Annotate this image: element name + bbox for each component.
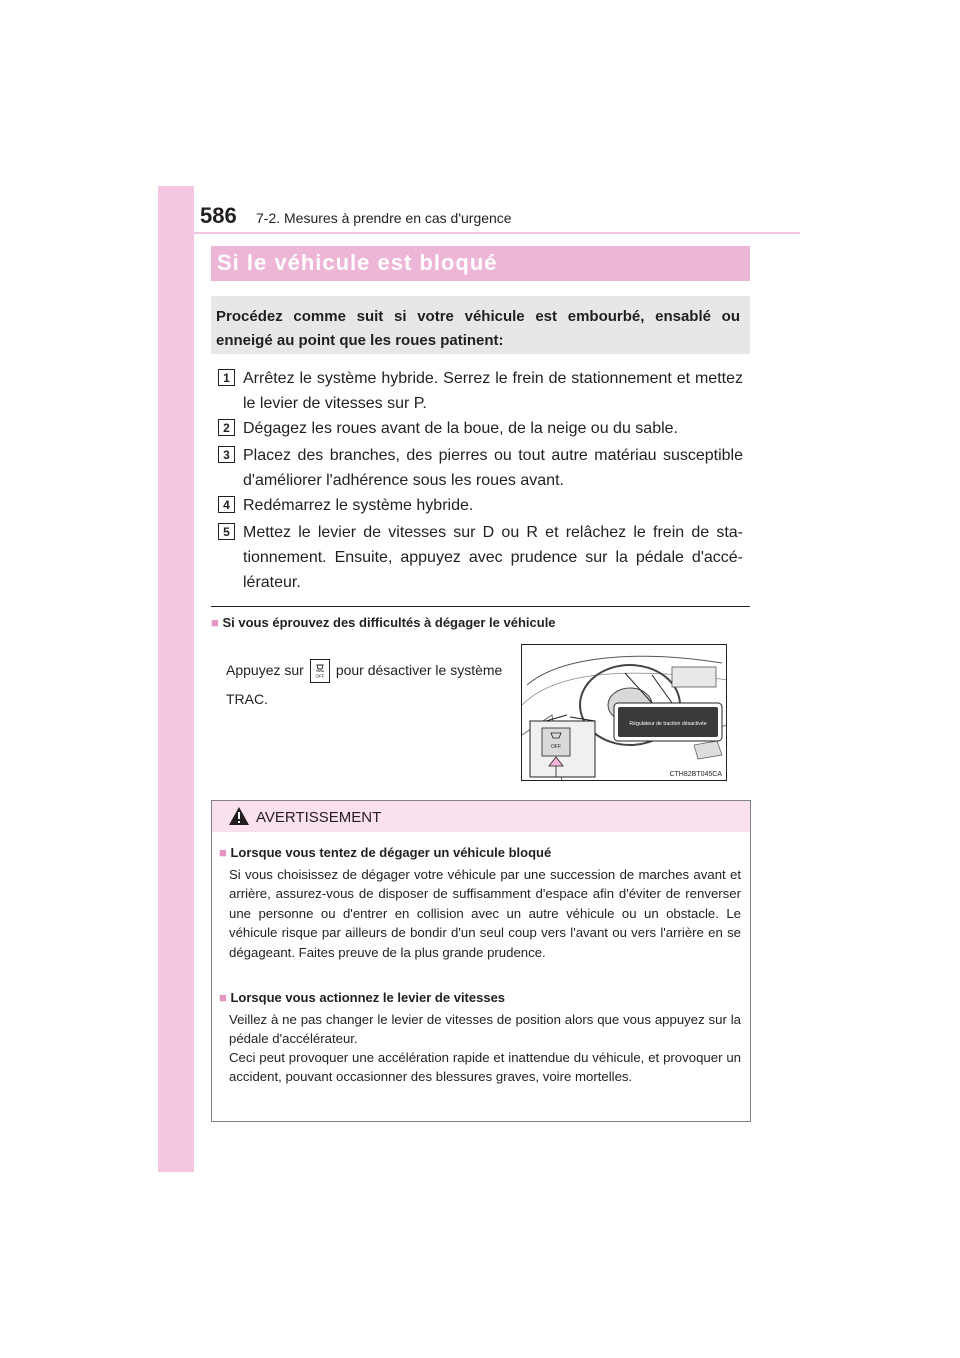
step-text-4: Redémarrez le système hybride. xyxy=(243,497,474,514)
dashboard-illustration xyxy=(522,645,727,781)
step-text-2: Dégagez les roues avant de la boue, de la neige ou du sable. xyxy=(243,420,678,437)
step-number-5: 5 xyxy=(218,523,235,540)
trac-button-label: OFF xyxy=(315,673,325,679)
dashboard-figure xyxy=(521,644,727,781)
side-color-strip xyxy=(158,186,194,1172)
step-number-4: 4 xyxy=(218,496,235,513)
warning-item-body-1: Si vous choisissez de dégager votre véhicule par une succession de marches avant et arrière, assurez-vous de disposer de suffisamment d'espace afin d'éviter de renverser une personne ou d'entrer en collision avec un autre véhicule ou un obstacle. Le véhicule risque par ailleurs de bondir d'un seul coup vers l'avant ou vers l'arrière en se dégageant. Faites preuve de la plus grande prudence. xyxy=(229,867,741,960)
warning-item-body-2b: Ceci peut provoquer une accélération rapide et inattendue du véhicule, et provoquer un accident, pouvant occasionner des blessures graves, voire mortelles. xyxy=(229,1050,741,1085)
bullet-square-icon: ■ xyxy=(219,990,227,1005)
step-number-1: 1 xyxy=(218,369,235,386)
bullet-square-icon: ■ xyxy=(219,845,227,860)
warning-item-heading-2 xyxy=(219,990,505,1005)
intro-text: Procédez comme suit si votre véhicule est embourbé, ensablé ou enneigé au point que les roues patinent: xyxy=(216,308,740,349)
step-text-5: Mettez le levier de vitesses sur D ou R et relâchez le frein de stationnement. Ensuite, appuyez avec prudence sur la pédale d'accélérateur. xyxy=(243,524,743,591)
warning-title: AVERTISSEMENT xyxy=(256,809,382,826)
warning-box xyxy=(211,800,751,1122)
page-number: 586 xyxy=(200,203,237,228)
section-rule xyxy=(211,606,750,607)
figure-callout-text: Régulateur de traction désactivée xyxy=(629,721,707,727)
warning-item-body-2: Veillez à ne pas changer le levier de vitesses de position alors que vous appuyez sur la pédale d'accélérateur. xyxy=(229,1012,741,1047)
warning-header xyxy=(212,801,750,832)
section-title-bar xyxy=(211,246,750,281)
warning-item-heading-text-1: Lorsque vous tentez de dégager un véhicule bloqué xyxy=(230,845,552,860)
chapter-title: 7-2. Mesures à prendre en cas d'urgence xyxy=(256,210,512,226)
section-title: Si le véhicule est bloqué xyxy=(217,250,498,275)
trac-text-after: pour désactiver le système TRAC. xyxy=(226,662,503,707)
step-number-3: 3 xyxy=(218,446,235,463)
figure-off-label: OFF xyxy=(551,744,561,750)
step-text-3: Placez des branches, des pierres ou tout autre matériau susceptible d'améliorer l'adhérence sous les roues avant. xyxy=(243,447,743,489)
trac-off-button-icon xyxy=(310,659,330,683)
warning-triangle-icon xyxy=(228,806,250,826)
step-text-1: Arrêtez le système hybride. Serrez le frein de stationnement et mettez le levier de vitesses sur P. xyxy=(243,370,743,412)
trac-heading xyxy=(211,615,556,630)
warning-item-heading-1 xyxy=(219,845,551,860)
step-number-2: 2 xyxy=(218,419,235,436)
bullet-square-icon: ■ xyxy=(211,615,219,630)
trac-heading-text: Si vous éprouvez des difficultés à dégager le véhicule xyxy=(222,615,556,630)
trac-text-before: Appuyez sur xyxy=(226,662,304,678)
figure-code: CTH82BT045CA xyxy=(669,771,722,778)
warning-item-heading-text-2: Lorsque vous actionnez le levier de vitesses xyxy=(230,990,506,1005)
header-rule xyxy=(194,232,800,234)
intro-box xyxy=(211,296,750,354)
trac-instruction xyxy=(226,656,516,714)
